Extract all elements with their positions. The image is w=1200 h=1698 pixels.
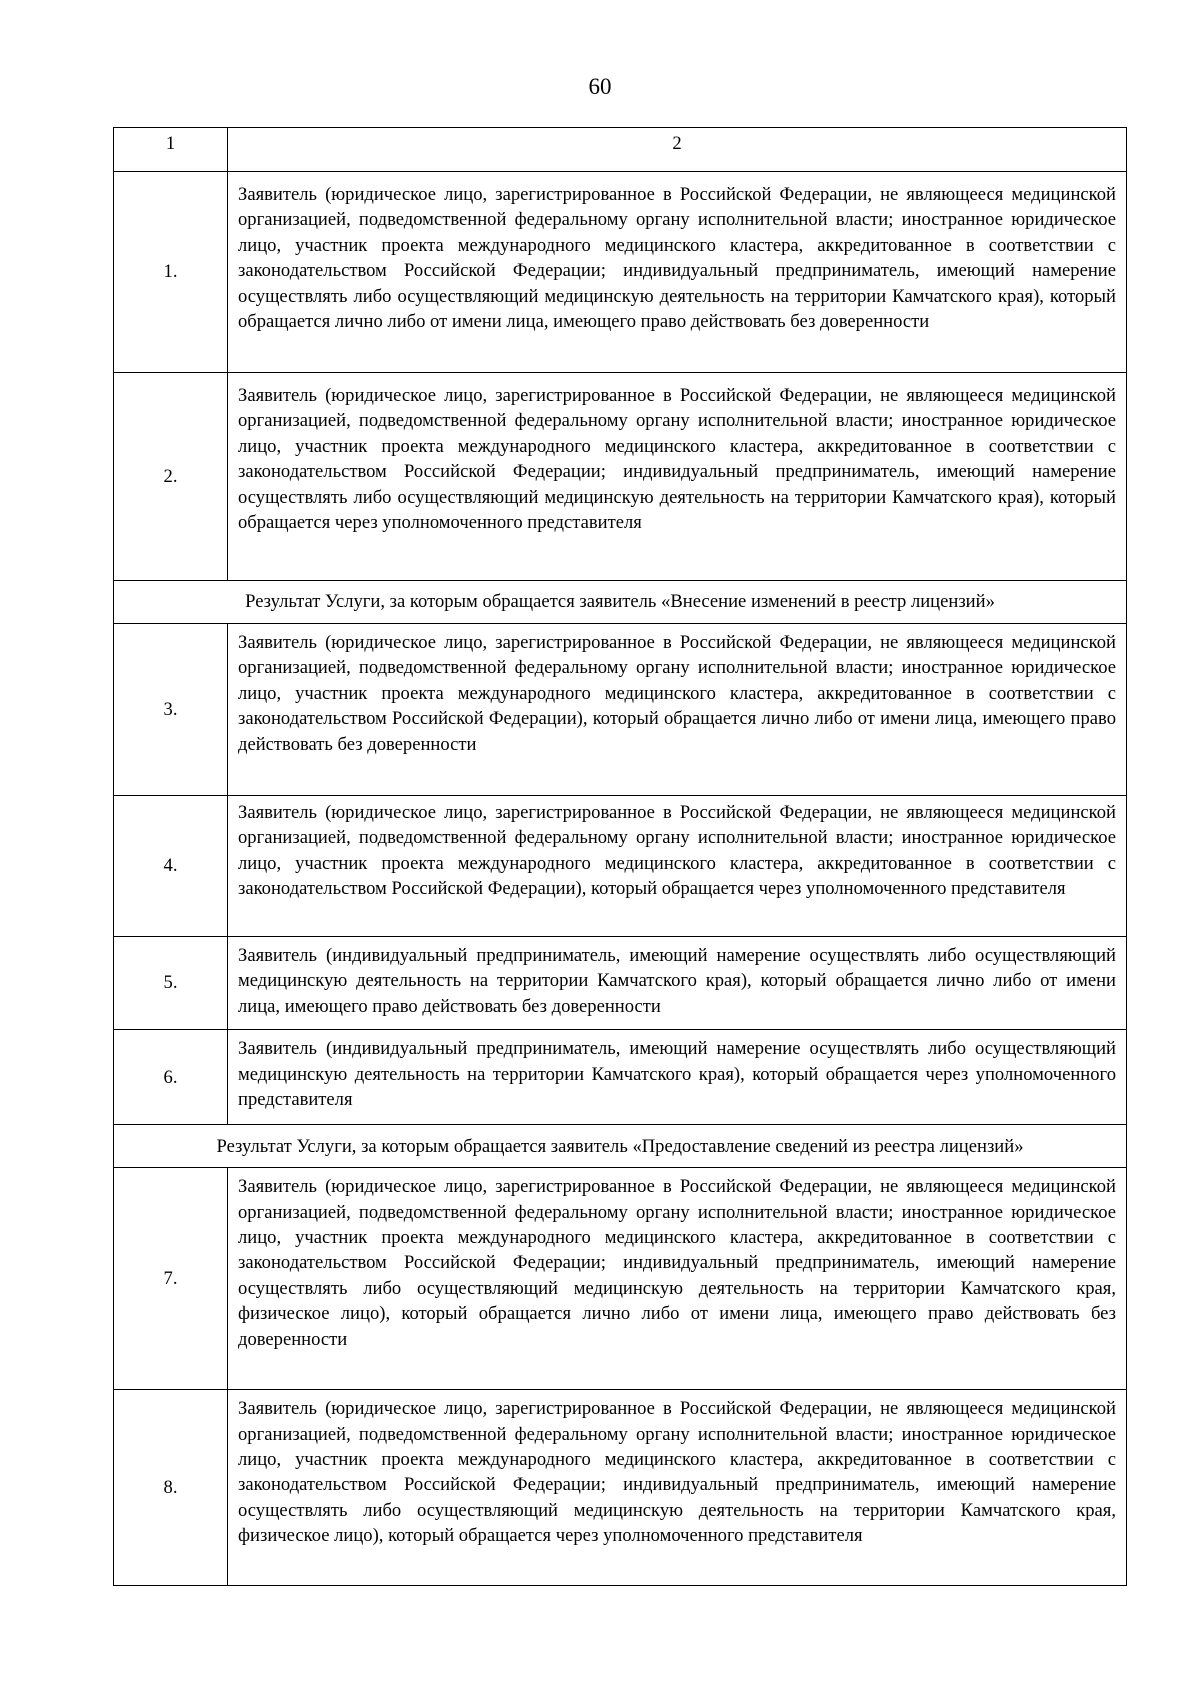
table-header-row — [114, 128, 1127, 172]
row-description: Заявитель (юридическое лицо, зарегистрированное в Российской Федерации, не являющееся медицинской организацией, подведомственной федеральному органу исполнительной власти; иностранное юридическое лицо, участник проекта международного медицинского кластера, аккредитованное в соответствии с законодательством Российской Федерации; индивидуальный предприниматель, имеющий намерение осуществлять либо осуществляющий медицинскую деятельность на территории Камчатского края, физическое лицо), который обращается лично либо от имени лица, имеющего право действовать без доверенности — [228, 1168, 1127, 1390]
row-description: Заявитель (юридическое лицо, зарегистрированное в Российской Федерации, не являющееся медицинской организацией, подведомственной федеральному органу исполнительной власти; иностранное юридическое лицо, участник проекта международного медицинского кластера, аккредитованное в соответствии с законодательством Российской Федерации), который обращается лично либо от имени лица, имеющего право действовать без доверенности — [228, 624, 1127, 796]
table-row — [114, 624, 1127, 796]
row-number: 8. — [114, 1390, 228, 1586]
section-row — [114, 581, 1127, 624]
row-description: Заявитель (юридическое лицо, зарегистрированное в Российской Федерации, не являющееся медицинской организацией, подведомственной федеральному органу исполнительной власти; иностранное юридическое лицо, участник проекта международного медицинского кластера, аккредитованное в соответствии с законодательством Российской Федерации), который обращается через уполномоченного представителя — [228, 796, 1127, 937]
row-number: 1. — [114, 172, 228, 373]
table-row — [114, 1390, 1127, 1586]
table-row — [114, 373, 1127, 581]
section-heading: Результат Услуги, за которым обращается заявитель «Внесение изменений в реестр лицензий» — [114, 581, 1127, 624]
row-description: Заявитель (индивидуальный предприниматель, имеющий намерение осуществлять либо осуществляющий медицинскую деятельность на территории Камчатского края), который обращается лично либо от имени лица, имеющего право действовать без доверенности — [228, 937, 1127, 1030]
table-row — [114, 1168, 1127, 1390]
section-row — [114, 1125, 1127, 1168]
row-description: Заявитель (юридическое лицо, зарегистрированное в Российской Федерации, не являющееся медицинской организацией, подведомственной федеральному органу исполнительной власти; иностранное юридическое лицо, участник проекта международного медицинского кластера, аккредитованное в соответствии с законодательством Российской Федерации; индивидуальный предприниматель, имеющий намерение осуществлять либо осуществляющий медицинскую деятельность на территории Камчатского края), который обращается через уполномоченного представителя — [228, 373, 1127, 581]
table-row — [114, 1030, 1127, 1125]
column-header-2: 2 — [228, 128, 1127, 172]
row-number: 4. — [114, 796, 228, 937]
row-description: Заявитель (юридическое лицо, зарегистрированное в Российской Федерации, не являющееся медицинской организацией, подведомственной федеральному органу исполнительной власти; иностранное юридическое лицо, участник проекта международного медицинского кластера, аккредитованное в соответствии с законодательством Российской Федерации; индивидуальный предприниматель, имеющий намерение осуществлять либо осуществляющий медицинскую деятельность на территории Камчатского края), который обращается лично либо от имени лица, имеющего право действовать без доверенности — [228, 172, 1127, 373]
row-description: Заявитель (юридическое лицо, зарегистрированное в Российской Федерации, не являющееся медицинской организацией, подведомственной федеральному органу исполнительной власти; иностранное юридическое лицо, участник проекта международного медицинского кластера, аккредитованное в соответствии с законодательством Российской Федерации; индивидуальный предприниматель, имеющий намерение осуществлять либо осуществляющий медицинскую деятельность на территории Камчатского края, физическое лицо), который обращается через уполномоченного представителя — [228, 1390, 1127, 1586]
row-number: 7. — [114, 1168, 228, 1390]
row-number: 5. — [114, 937, 228, 1030]
row-number: 3. — [114, 624, 228, 796]
row-description: Заявитель (индивидуальный предприниматель, имеющий намерение осуществлять либо осуществляющий медицинскую деятельность на территории Камчатского края), который обращается через уполномоченного представителя — [228, 1030, 1127, 1125]
column-header-1: 1 — [114, 128, 228, 172]
row-number: 6. — [114, 1030, 228, 1125]
table-row — [114, 796, 1127, 937]
table-row — [114, 172, 1127, 373]
table-row — [114, 937, 1127, 1030]
page-number: 60 — [588, 74, 612, 99]
applicants-table — [113, 127, 1127, 1586]
row-number: 2. — [114, 373, 228, 581]
section-heading: Результат Услуги, за которым обращается заявитель «Предоставление сведений из реестра лицензий» — [114, 1125, 1127, 1168]
